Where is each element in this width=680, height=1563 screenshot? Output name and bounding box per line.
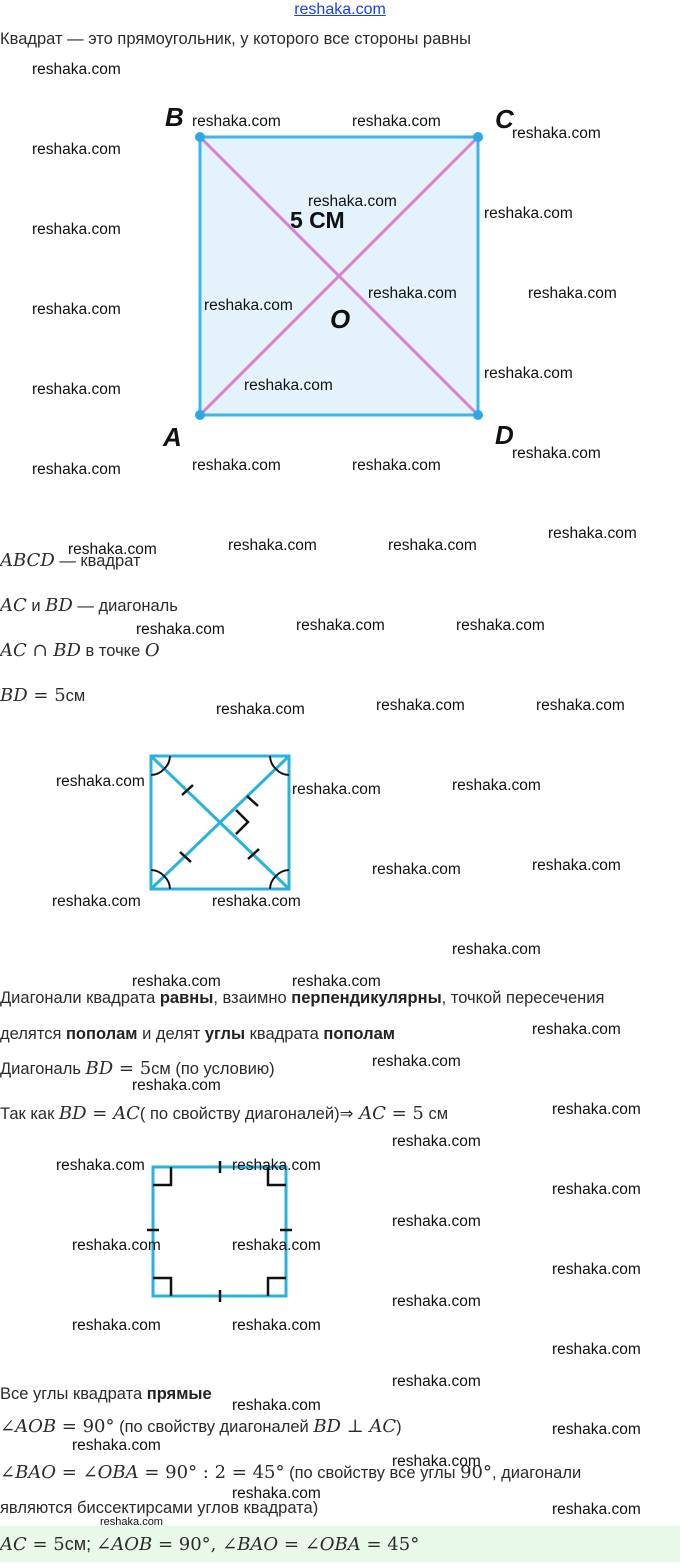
watermark: reshaka.com xyxy=(68,541,157,558)
watermark: reshaka.com xyxy=(72,1317,161,1334)
watermark: reshaka.com xyxy=(372,1053,461,1070)
given-line-3: AC ∩ BD в точке O xyxy=(0,640,160,661)
watermark: reshaka.com xyxy=(216,701,305,718)
vertex-c-label: C xyxy=(495,104,514,134)
point-c xyxy=(473,132,483,142)
watermark: reshaka.com xyxy=(452,777,541,794)
watermark: reshaka.com xyxy=(484,205,573,222)
point-d xyxy=(473,410,483,420)
watermark: reshaka.com xyxy=(32,301,121,318)
watermark: reshaka.com xyxy=(552,1101,641,1118)
given-line-1: ABCD — квадрат xyxy=(0,550,141,571)
watermark: reshaka.com xyxy=(392,1293,481,1310)
right-angles-diagram xyxy=(145,1160,295,1305)
watermark: reshaka.com xyxy=(536,697,625,714)
angle-arc-top-right-2 xyxy=(276,769,289,775)
vertex-d-label: D xyxy=(495,420,514,450)
watermark: reshaka.com xyxy=(292,781,381,798)
site-link[interactable]: reshaka.com xyxy=(294,1,386,18)
watermark: reshaka.com xyxy=(56,773,145,790)
vertex-b-label: B xyxy=(165,102,184,132)
angles-line-3: ∠BAO = ∠OBA = 90° : 2 = 45° (по свойству все углы 90°, диагонали xyxy=(0,1462,582,1483)
watermark: reshaka.com xyxy=(548,525,637,542)
step-1: Диагональ BD = 5см (по условию) xyxy=(0,1058,275,1079)
watermark: reshaka.com xyxy=(484,365,573,382)
watermark: reshaka.com xyxy=(228,537,317,554)
square-outline xyxy=(153,1167,286,1296)
angles-line-2: ∠AOB = 90° (по свойству диагоналей BD ⊥ AC) xyxy=(0,1416,402,1437)
watermark: reshaka.com xyxy=(232,1397,321,1414)
watermark: reshaka.com xyxy=(136,621,225,638)
watermark: reshaka.com xyxy=(532,857,621,874)
watermark: reshaka.com xyxy=(552,1181,641,1198)
watermark: reshaka.com xyxy=(232,1317,321,1334)
watermark: reshaka.com xyxy=(212,893,301,910)
watermark: reshaka.com xyxy=(368,285,457,302)
watermark: reshaka.com xyxy=(552,1501,641,1518)
watermark: reshaka.com xyxy=(192,457,281,474)
watermark: reshaka.com xyxy=(32,141,121,158)
property-line-2: делятся пополам и делят углы квадрата пополам xyxy=(0,1025,395,1043)
watermark: reshaka.com xyxy=(32,381,121,398)
angle-arc-top-right xyxy=(270,756,276,769)
watermark: reshaka.com xyxy=(392,1133,481,1150)
angle-arc-bottom-left-2 xyxy=(164,876,170,889)
watermark: reshaka.com xyxy=(388,537,477,554)
watermark: reshaka.com xyxy=(528,285,617,302)
watermark: reshaka.com xyxy=(32,221,121,238)
point-a xyxy=(195,410,205,420)
center-o-label: O xyxy=(330,304,351,334)
watermark: reshaka.com xyxy=(244,377,333,394)
property-line-1: Диагонали квадрата равны, взаимно перпендикулярны, точкой пересечения xyxy=(0,989,605,1007)
watermark: reshaka.com xyxy=(392,1213,481,1230)
angles-line-4: являются биссектирсами углов квадрата) xyxy=(0,1499,319,1517)
watermark: reshaka.com xyxy=(352,113,441,130)
watermark: reshaka.com xyxy=(204,297,293,314)
watermark: reshaka.com xyxy=(296,617,385,634)
angle-arc-top-left xyxy=(164,756,170,769)
right-angle-top-left xyxy=(153,1167,171,1185)
given-line-4: BD = 5см xyxy=(0,685,86,706)
watermark: reshaka.com xyxy=(392,1373,481,1390)
watermark: reshaka.com xyxy=(372,861,461,878)
point-b xyxy=(195,132,205,142)
watermark: reshaka.com xyxy=(32,61,121,78)
watermark: reshaka.com xyxy=(56,1157,145,1174)
watermark: reshaka.com xyxy=(132,1077,221,1094)
diagonal-length-label: 5 СМ xyxy=(290,207,345,233)
angle-arc-bottom-right xyxy=(276,870,289,876)
vertex-a-label: A xyxy=(163,422,182,452)
tick-2 xyxy=(247,796,258,806)
angle-arc-top-left-2 xyxy=(151,769,164,775)
right-angle-mark xyxy=(236,810,248,834)
watermark: reshaka.com xyxy=(512,445,601,462)
watermark: reshaka.com xyxy=(512,125,601,142)
watermark: reshaka.com xyxy=(376,697,465,714)
step-2: Так как BD = AC( по свойству диагоналей)⇒ AC = 5 см xyxy=(0,1103,449,1124)
watermark: reshaka.com xyxy=(100,1516,163,1528)
answer-box: AC = 5см; ∠AOB = 90°, ∠BAO = ∠OBA = 45° xyxy=(0,1526,680,1562)
diagonals-property-diagram xyxy=(145,750,295,895)
watermark: reshaka.com xyxy=(532,1021,621,1038)
watermark: reshaka.com xyxy=(352,457,441,474)
angle-arc-bottom-left xyxy=(151,870,164,876)
watermark: reshaka.com xyxy=(456,617,545,634)
watermark: reshaka.com xyxy=(552,1341,641,1358)
right-angle-bottom-right xyxy=(268,1278,286,1296)
watermark: reshaka.com xyxy=(132,973,221,990)
square-diagram xyxy=(150,95,530,465)
watermark: reshaka.com xyxy=(52,893,141,910)
definition-text: Квадрат — это прямоугольник, у которого все стороны равны xyxy=(0,30,472,48)
watermark: reshaka.com xyxy=(452,941,541,958)
right-angle-bottom-left xyxy=(153,1278,171,1296)
watermark: reshaka.com xyxy=(308,193,397,210)
watermark: reshaka.com xyxy=(552,1421,641,1438)
watermark: reshaka.com xyxy=(552,1261,641,1278)
angle-arc-bottom-right-2 xyxy=(270,876,276,889)
watermark: reshaka.com xyxy=(392,1453,481,1470)
watermark: reshaka.com xyxy=(72,1437,161,1454)
watermark: reshaka.com xyxy=(292,973,381,990)
watermark: reshaka.com xyxy=(232,1485,321,1502)
watermark: reshaka.com xyxy=(72,1237,161,1254)
watermark: reshaka.com xyxy=(232,1157,321,1174)
given-line-2: AC и BD — диагональ xyxy=(0,595,178,616)
watermark: reshaka.com xyxy=(32,461,121,478)
watermark: reshaka.com xyxy=(192,113,281,130)
watermark: reshaka.com xyxy=(232,1237,321,1254)
angles-line-1: Все углы квадрата прямые xyxy=(0,1385,212,1403)
